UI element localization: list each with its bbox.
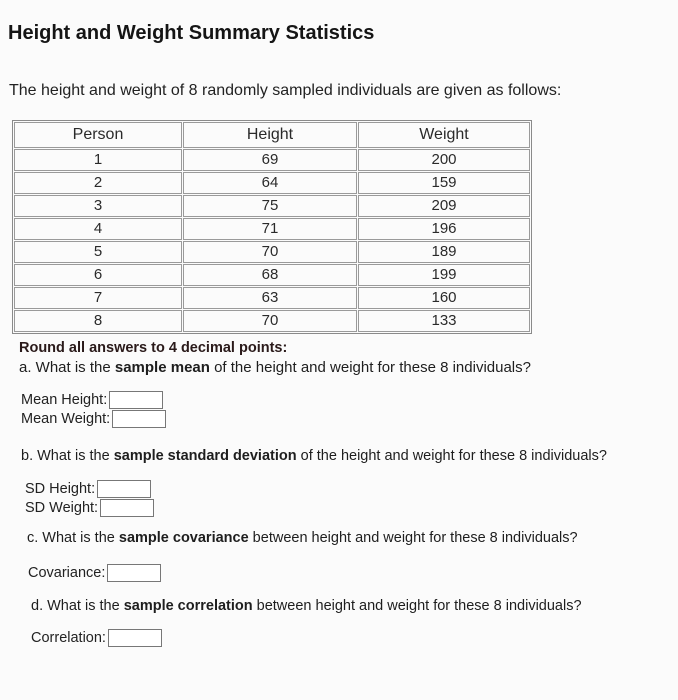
rounding-instruction: Round all answers to 4 decimal points:	[19, 340, 288, 356]
question-c	[27, 530, 578, 546]
column-header-weight: Weight	[358, 122, 530, 148]
data-table	[12, 120, 532, 334]
mean-height-input[interactable]	[109, 391, 163, 409]
question-c-prefix: c. What is the	[27, 530, 119, 546]
table-header-row	[14, 122, 530, 148]
cell-weight: 196	[358, 218, 530, 240]
mean-weight-input[interactable]	[112, 410, 166, 428]
table-row	[14, 287, 530, 309]
sd-weight-input[interactable]	[100, 499, 154, 517]
table-row	[14, 241, 530, 263]
cell-height: 68	[183, 264, 357, 286]
mean-height-row	[21, 390, 166, 409]
cell-weight: 200	[358, 149, 530, 171]
cell-weight: 160	[358, 287, 530, 309]
question-a-fields	[21, 390, 166, 428]
cell-weight: 199	[358, 264, 530, 286]
sd-height-input[interactable]	[97, 480, 151, 498]
cell-person: 2	[14, 172, 182, 194]
cell-height: 64	[183, 172, 357, 194]
mean-weight-label: Mean Weight:	[21, 410, 111, 427]
table-row	[14, 172, 530, 194]
question-a-suffix: of the height and weight for these 8 individuals?	[209, 359, 531, 376]
sd-height-label: SD Height:	[25, 480, 96, 497]
question-c-fields	[28, 563, 161, 582]
question-c-suffix: between height and weight for these 8 individuals?	[248, 530, 578, 546]
cell-height: 63	[183, 287, 357, 309]
covariance-label: Covariance:	[28, 564, 106, 581]
cell-height: 75	[183, 195, 357, 217]
question-a	[19, 359, 531, 376]
sd-weight-label: SD Weight:	[25, 499, 99, 516]
question-d	[31, 598, 582, 614]
cell-person: 3	[14, 195, 182, 217]
question-d-text	[31, 598, 582, 614]
cell-weight: 133	[358, 310, 530, 332]
sd-weight-row	[25, 498, 154, 517]
cell-person: 7	[14, 287, 182, 309]
cell-weight: 209	[358, 195, 530, 217]
question-b-suffix: of the height and weight for these 8 individuals?	[296, 448, 607, 464]
correlation-row	[31, 628, 162, 647]
sd-height-row	[25, 479, 154, 498]
mean-height-label: Mean Height:	[21, 391, 108, 408]
table-row	[14, 264, 530, 286]
cell-height: 69	[183, 149, 357, 171]
question-d-suffix: between height and weight for these 8 individuals?	[252, 598, 582, 614]
table-row	[14, 195, 530, 217]
cell-height: 71	[183, 218, 357, 240]
question-b-term: sample standard deviation	[113, 448, 297, 464]
question-a-text	[19, 359, 531, 376]
cell-person: 8	[14, 310, 182, 332]
question-b-text	[21, 448, 607, 464]
table-row	[14, 149, 530, 171]
cell-person: 1	[14, 149, 182, 171]
question-d-term: sample correlation	[123, 598, 253, 614]
question-b-prefix: b. What is the	[21, 448, 114, 464]
question-a-term: sample mean	[114, 359, 210, 376]
cell-person: 5	[14, 241, 182, 263]
cell-person: 4	[14, 218, 182, 240]
question-c-text	[27, 530, 578, 546]
cell-height: 70	[183, 241, 357, 263]
question-d-prefix: d. What is the	[31, 598, 124, 614]
question-a-prefix: a. What is the	[19, 359, 115, 376]
correlation-label: Correlation:	[31, 629, 106, 646]
table-row	[14, 218, 530, 240]
mean-weight-row	[21, 409, 166, 428]
table-row	[14, 310, 530, 332]
question-b	[21, 448, 607, 464]
question-d-fields	[31, 628, 162, 647]
question-c-term: sample covariance	[118, 530, 249, 546]
covariance-row	[28, 563, 161, 582]
intro-text: The height and weight of 8 randomly sampled individuals are given as follows:	[9, 82, 562, 99]
column-header-height: Height	[183, 122, 357, 148]
cell-weight: 159	[358, 172, 530, 194]
question-b-fields	[25, 479, 154, 517]
cell-height: 70	[183, 310, 357, 332]
column-header-person: Person	[14, 122, 182, 148]
cell-weight: 189	[358, 241, 530, 263]
correlation-input[interactable]	[108, 629, 162, 647]
covariance-input[interactable]	[107, 564, 161, 582]
page-title: Height and Weight Summary Statistics	[8, 22, 375, 44]
cell-person: 6	[14, 264, 182, 286]
